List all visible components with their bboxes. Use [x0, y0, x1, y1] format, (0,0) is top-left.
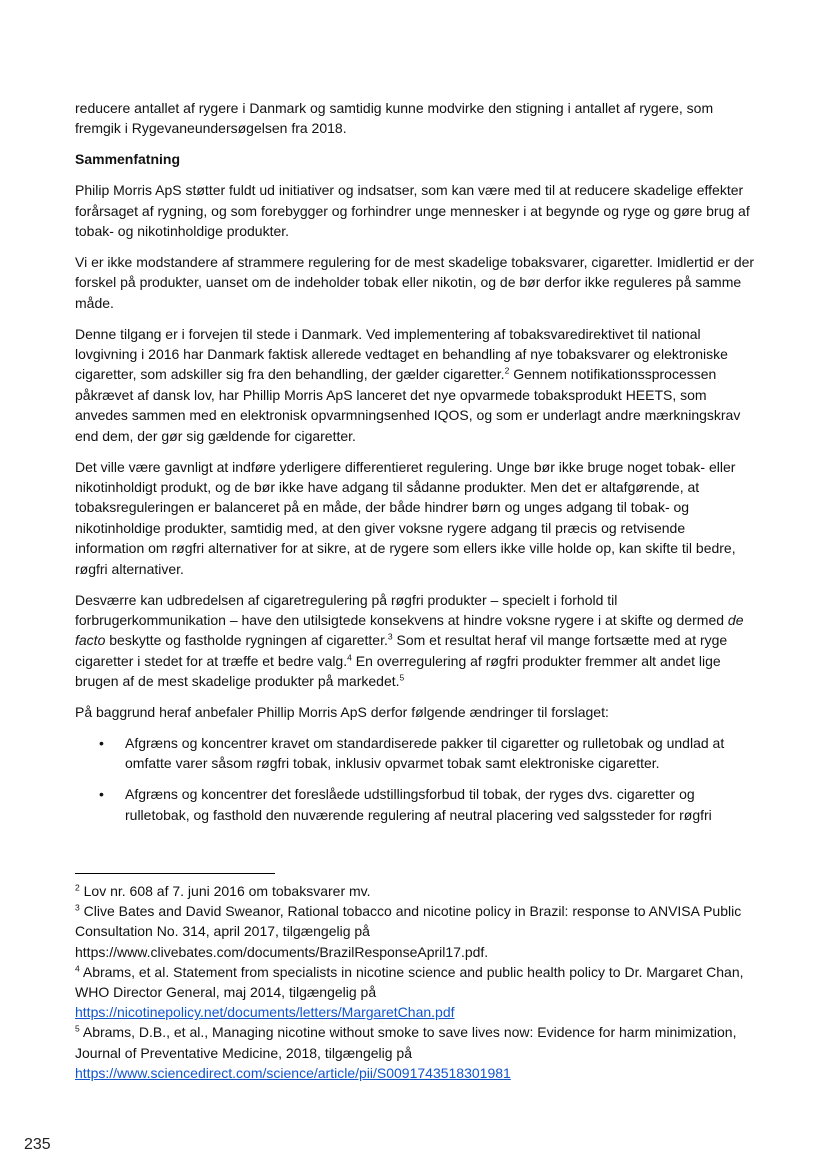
paragraph-5-text-c: Som et resultat heraf vil mange fortsætte med at ryge cigaretter i stedet for at træffe et bedre valg. — [75, 632, 728, 669]
footnote-number: 4 — [75, 963, 80, 974]
footnote-number: 3 — [75, 902, 80, 913]
paragraph-6: På baggrund heraf anbefaler Phillip Morris ApS derfor følgende ændringer til forslaget: — [75, 704, 609, 721]
footnote-4 — [75, 962, 765, 1023]
list-item — [75, 784, 755, 825]
page-number: 235 — [24, 1136, 51, 1153]
paragraph-5-italic: de facto — [75, 611, 744, 649]
footnote-ref-2[interactable]: 2 — [504, 365, 510, 376]
list-item — [75, 733, 755, 774]
list-item-text: Afgræns og koncentrer kravet om standardiserede pakker til cigaretter og rulletobak og undlad at omfatte varer såsom røgfri tobak, inklusiv opvarmet tobak samt elektroniske cigaretter. — [125, 734, 725, 772]
footnote-separator — [75, 873, 275, 874]
list-item-text: Afgræns og koncentrer det foreslåede udstillingsforbud til tobak, der ryges dvs. cigaretter og rulletobak, og fasthold den nuværende regulering af neutral placering ved salgssteder for røgfri — [125, 786, 712, 823]
bullet-icon: • — [99, 786, 104, 803]
footnote-text: Lov nr. 608 af 7. juni 2016 om tobaksvarer mv. — [79, 883, 371, 899]
paragraph-3-text-a: Denne tilgang er i forvejen til stede i Danmark. Ved implementering af tobaksvaredirektivet til national lovgivning i 2016 har Danmark faktisk allerede vedtaget en behandling af nye tobaksvarer og elektroniske cigaretter, som adskiller sig fra den behandling, der gælder cigaretter. — [75, 325, 728, 383]
intro-paragraph: reducere antallet af rygere i Danmark og samtidig kunne modvirke den stigning i antallet af rygere, som fremgik i Rygevaneundersøgelsen fra 2018. — [75, 100, 714, 137]
document-body — [75, 98, 755, 836]
paragraph-5-text-d: En overregulering af røgfri produkter fremmer alt andet lige brugen af de mest skadelige produkter på markedet. — [75, 652, 721, 690]
footnote-number: 5 — [75, 1023, 80, 1034]
paragraph-1: Philip Morris ApS støtter fuldt ud initiativer og indsatser, som kan være med til at reducere skadelige effekter forårsaget af rygning, og som forebygger og forhindrer unge mennesker i at begynde og ryge og gøre brug af tobak- og nikotinholdige produkter. — [75, 182, 750, 240]
section-heading: Sammenfatning — [75, 151, 181, 168]
footnote-number: 2 — [75, 882, 80, 893]
footnote-3 — [75, 901, 765, 962]
footnote-ref-3[interactable]: 3 — [387, 631, 393, 642]
paragraph-2: Vi er ikke modstandere af strammere regulering for de mest skadelige tobaksvarer, cigaretter. Imidlertid er der forskel på produkter, uanset om de indeholder tobak eller nikotin, og de bør derfor ikke reguleres på samme måde. — [75, 253, 755, 311]
paragraph-3 — [75, 324, 755, 446]
footnotes — [75, 881, 765, 1083]
recommendation-list — [75, 733, 755, 825]
bullet-icon: • — [99, 734, 104, 751]
footnote-text: Abrams, D.B., et al., Managing nicotine without smoke to save lives now: Evidence for harm minimization, Journal of Preventative Medicine, 2018, tilgængelig på — [75, 1024, 737, 1061]
footnote-ref-4[interactable]: 4 — [347, 652, 352, 663]
paragraph-3-text-b: Gennem notifikationssprocessen påkrævet af dansk lov, har Phillip Morris ApS lanceret det nye opvarmede tobaksprodukt HEETS, som anvedes sammen med en elektronisk opvarmningsenhed IQOS, og som er underlagt andre mærkningskrav end dem, der gør sig gældende for cigaretter. — [75, 366, 741, 444]
footnote-text: Clive Bates and David Sweanor, Rational tobacco and nicotine policy in Brazil: response to ANVISA Public Consultation No. 314, april 2017, tilgængelig på https://www.clivebates.com/documents/BrazilResponseApril17.pdf. — [75, 903, 742, 960]
footnote-2 — [75, 881, 765, 901]
paragraph-5-text-b: beskytte og fastholde rygningen af cigaretter. — [105, 632, 388, 649]
footnote-4-link[interactable]: https://nicotinepolicy.net/documents/letters/MargaretChan.pdf — [75, 1004, 455, 1021]
paragraph-5 — [75, 590, 755, 692]
footnote-5-link[interactable]: https://www.sciencedirect.com/science/article/pii/S0091743518301981 — [75, 1064, 511, 1081]
footnote-text: Abrams, et al. Statement from specialists in nicotine science and public health policy to Dr. Margaret Chan, WHO Director General, maj 2014, tilgængelig på — [75, 963, 744, 1001]
paragraph-4: Det ville være gavnligt at indføre yderligere differentieret regulering. Unge bør ikke bruge noget tobak- eller nikotinholdigt produkt, og de bør ikke have adgang til sådanne produkter. Men det er altafgørende, at tobaksreguleringen er balanceret på en måde, der både hindrer børn og unges adgang til tobak- og nikotinholdige produkter, samtidig med, at den giver voksne rygere adgang til præcis og retvisende information om røgfri alternativer for at sikre, at de rygere som ellers ikke ville holde op, kan skifte til bedre, røgfri alternativer. — [75, 458, 736, 577]
footnote-ref-5[interactable]: 5 — [399, 672, 405, 683]
paragraph-5-text-a: Desværre kan udbredelsen af cigaretregulering på røgfri produkter – specielt i forhold til forbrugerkommunikation – have den utilsigtede konsekvens at hindre voksne rygere i at skifte og dermed — [75, 591, 728, 628]
footnote-5 — [75, 1022, 765, 1083]
